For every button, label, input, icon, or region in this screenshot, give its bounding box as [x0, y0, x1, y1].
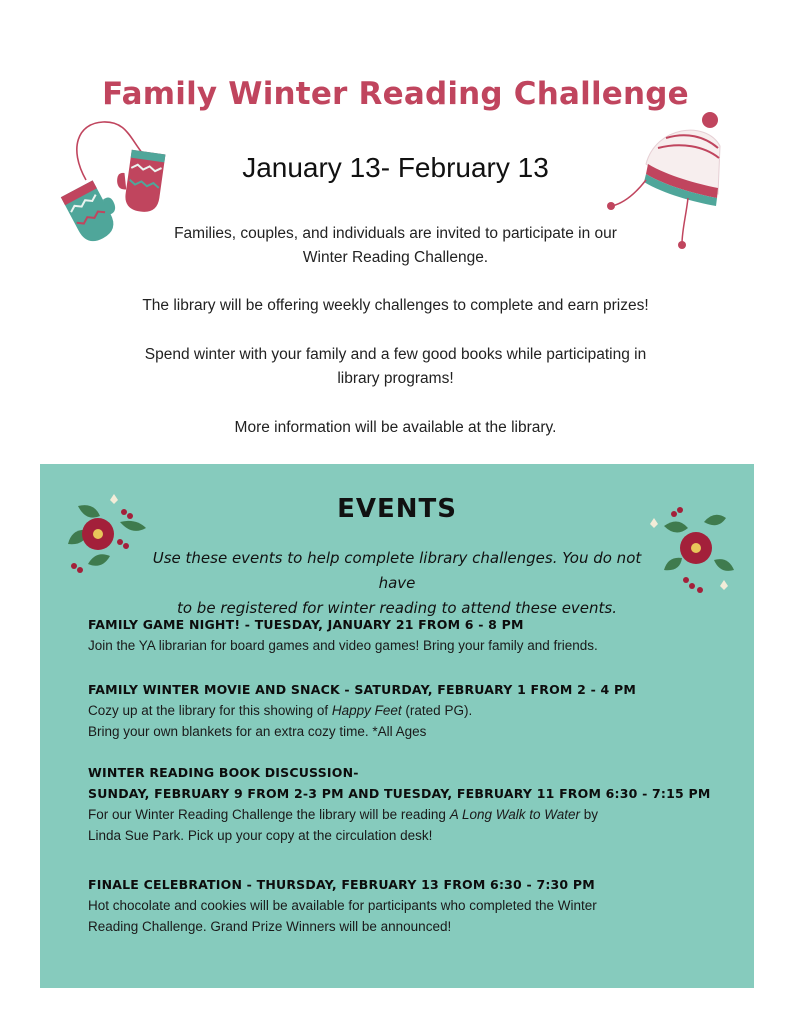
- event-body-text: Cozy up at the library for this showing of: [88, 703, 332, 718]
- intro-paragraph-2: The library will be offering weekly challenges to complete and earn prizes!: [142, 297, 649, 314]
- events-intro: [140, 546, 654, 621]
- intro-line-1a: Families, couples, and individuals are invited to participate in our: [174, 225, 617, 242]
- event-book-discussion: [88, 762, 728, 846]
- events-intro-line-b: to be registered for winter reading to attend these events.: [176, 599, 618, 617]
- event-heading: FAMILY GAME NIGHT! - TUESDAY, JANUARY 21 FROM 6 - 8 PM: [88, 617, 524, 632]
- event-movie: [88, 679, 728, 742]
- event-heading: SUNDAY, FEBRUARY 9 FROM 2-3 PM AND TUESDAY, FEBRUARY 11 FROM 6:30 - 7:15 PM: [88, 786, 711, 801]
- events-intro-line-a: Use these events to help complete library challenges. You do not have: [152, 549, 642, 592]
- event-game-night: [88, 614, 728, 656]
- event-heading: FAMILY WINTER MOVIE AND SNACK - SATURDAY, FEBRUARY 1 FROM 2 - 4 PM: [88, 682, 636, 697]
- intro-paragraph-1: [110, 222, 681, 270]
- event-body: Hot chocolate and cookies will be available for participants who completed the Winter: [88, 898, 597, 913]
- event-heading: FINALE CELEBRATION - THURSDAY, FEBRUARY 13 FROM 6:30 - 7:30 PM: [88, 877, 595, 892]
- event-body: Bring your own blankets for an extra cozy time. *All Ages: [88, 724, 427, 739]
- page-title: Family Winter Reading Challenge: [102, 76, 689, 112]
- event-heading: WINTER READING BOOK DISCUSSION-: [88, 765, 359, 780]
- events-panel: [40, 464, 754, 988]
- book-title: A Long Walk to Water: [449, 807, 581, 822]
- intro-paragraph-4: More information will be available at the library.: [234, 419, 557, 436]
- event-body-text: by: [580, 807, 599, 822]
- event-body-text: For our Winter Reading Challenge the library will be reading: [88, 807, 450, 822]
- intro-line-3a: Spend winter with your family and a few good books while participating in: [144, 346, 647, 363]
- event-body: Linda Sue Park. Pick up your copy at the circulation desk!: [88, 828, 433, 843]
- event-body: [88, 804, 728, 825]
- intro-line-1b: Winter Reading Challenge.: [302, 249, 489, 266]
- event-body-text: (rated PG).: [401, 703, 473, 718]
- event-body: Reading Challenge. Grand Prize Winners will be announced!: [88, 919, 452, 934]
- event-finale: [88, 874, 728, 937]
- event-body: Join the YA librarian for board games and video games! Bring your family and friends.: [88, 638, 598, 653]
- intro-line-3b: library programs!: [337, 370, 454, 387]
- movie-title: Happy Feet: [331, 703, 402, 718]
- events-title: EVENTS: [337, 494, 457, 524]
- challenge-dates: January 13- February 13: [242, 152, 549, 183]
- intro-paragraph-3: [110, 343, 681, 391]
- event-body: [88, 700, 728, 721]
